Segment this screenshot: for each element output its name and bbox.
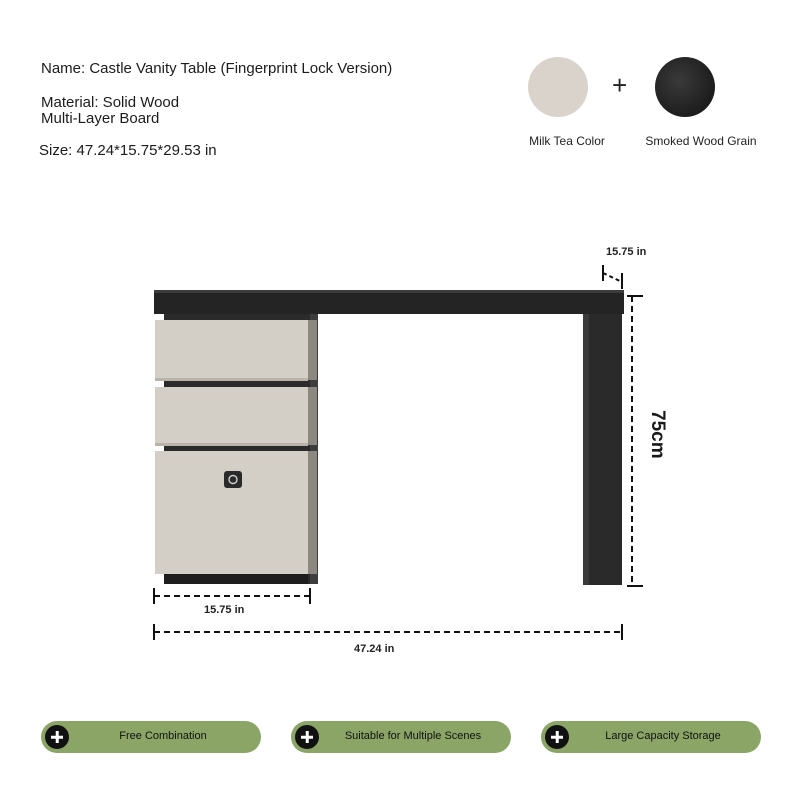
- tabletop: [154, 290, 624, 314]
- cabinet-width-label: 15.75 in: [204, 604, 245, 616]
- feature-label: Suitable for Multiple Scenes: [344, 730, 482, 742]
- height-dimension-label: 75cm: [647, 410, 668, 459]
- plus-circle-icon: [295, 725, 319, 749]
- depth-dimension-label: 15.75 in: [606, 246, 647, 258]
- product-size: Size: 47.24*15.75*29.53 in: [39, 142, 217, 159]
- drawer-top: [155, 320, 308, 380]
- material-line-1: Material: Solid Wood: [41, 94, 180, 111]
- feature-multiple-scenes: [291, 721, 511, 753]
- feature-label: Free Combination: [119, 730, 207, 742]
- smoked-wood-label: Smoked Wood Grain: [645, 134, 757, 148]
- feature-free-combination: [41, 721, 261, 753]
- fingerprint-lock-icon: [224, 471, 242, 488]
- drawer-middle: [155, 387, 308, 445]
- feature-label: Large Capacity Storage: [605, 730, 721, 742]
- feature-large-storage: [541, 721, 761, 753]
- total-width-label: 47.24 in: [354, 643, 395, 655]
- plus-circle-icon: [45, 725, 69, 749]
- cabinet-base: [164, 574, 308, 584]
- milk-tea-label: Milk Tea Color: [529, 134, 605, 148]
- plus-icon: +: [612, 70, 628, 100]
- cabinet-door: [155, 451, 308, 574]
- material-line-2: Multi-Layer Board: [41, 110, 160, 127]
- plus-circle-icon: [545, 725, 569, 749]
- product-name: Name: Castle Vanity Table (Fingerprint Lock Version): [41, 60, 393, 77]
